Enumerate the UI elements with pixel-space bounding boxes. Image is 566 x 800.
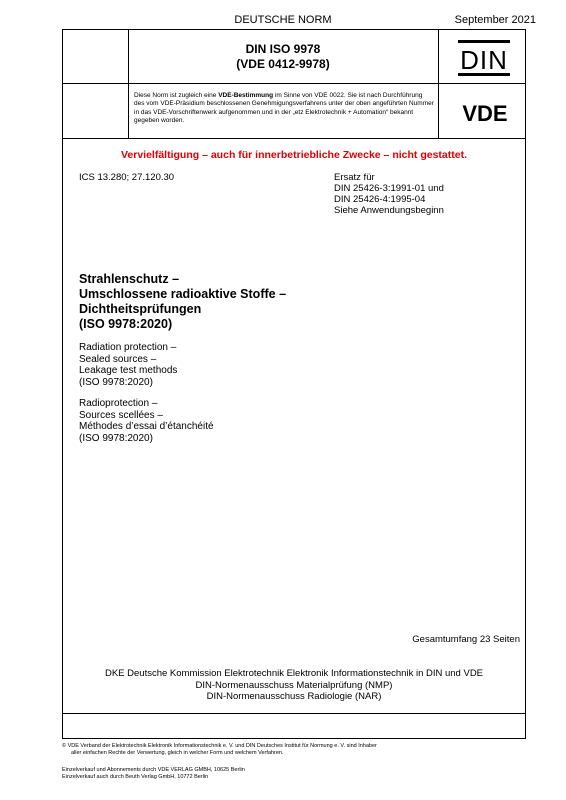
vde-note-text: im Sinne von VDE 0022. Sie ist nach Durchführung des vom VDE-Präsidium beschlossenen Genehmigungsverfahrens unter der oben angeführten Nummer in das VDE-Vorschriftenwerk aufgenommen und in der „etz Elektrotechnik + Automation“ bekannt gegeben worden. [134,92,434,124]
divider [62,713,526,714]
title-line: Méthodes d’essai d’étanchéité [79,421,214,432]
committee-line: DKE Deutsche Kommission Elektrotechnik Elektronik Informationstechnik in DIN und VDE [104,668,484,679]
title-line: Umschlossene radioaktive Stoffe – [79,287,287,301]
sales-line: Einzelverkauf und Abonnements durch VDE VERLAG GMBH, 10625 Berlin [62,767,245,773]
total-pages: Gesamtumfang 23 Seiten [412,634,520,645]
title-german [79,272,286,332]
copyright-line: © VDE Verband der Elektrotechnik Elektronik Informationstechnik e. V. und DIN Deutsches Institut für Normung e. V. sind Inhaber [62,743,377,749]
norm-label: DEUTSCHE NORM [234,14,332,26]
divider [62,83,526,84]
replaces-line: DIN 25426-4:1995-04 [334,194,426,205]
replaces-line: DIN 25426-3:1991-01 und [334,183,444,194]
title-line: Strahlenschutz – [79,272,180,286]
title-line: Radiation protection – [79,342,177,353]
divider [62,138,526,139]
title-line: (ISO 9978:2020) [79,432,153,444]
vde-note-bold: VDE-Bestimmung [218,92,274,99]
title-line: Leakage test methods [79,365,178,376]
copyright-notice [62,743,482,757]
divider [128,29,129,139]
replaces-line: Ersatz für [334,172,375,183]
vde-logo [452,101,518,130]
issue-date: September 2021 [454,14,536,26]
title-line: (ISO 9978:2020) [79,317,173,331]
copyright-line: aller einfachen Rechte der Verwertung, gleich in welcher Form und welchem Verfahren. [71,750,284,756]
vde-note [134,92,434,125]
standard-title-block [130,42,436,72]
committees [62,668,526,703]
sales-line: Einzelverkauf auch durch Beuth Verlag GmbH, 10772 Berlin [62,774,209,780]
committee-line: DIN-Normenausschuss Materialprüfung (NMP) [195,679,393,691]
committee-line: DIN-Normenausschuss Radiologie (NAR) [206,691,382,702]
sales-notice [62,767,245,781]
vde-logo-text: VDE [462,101,508,125]
ics-code: ICS 13.280; 27.120.30 [79,172,175,183]
title-english [79,342,177,388]
replaces-line: Siehe Anwendungsbeginn [334,205,444,216]
title-line: Radioprotection – [79,398,158,409]
title-line: (ISO 9978:2020) [79,376,153,388]
din-logo-text: DIN [460,45,508,75]
title-line: Dichtheitsprüfungen [79,302,202,316]
din-logo [456,38,512,83]
divider [438,29,439,139]
title-line: Sources scellées – [79,409,163,421]
vde-number: (VDE 0412-9978) [236,57,330,71]
standard-number: DIN ISO 9978 [245,42,321,56]
copy-warning: Vervielfältigung – auch für innerbetriebliche Zwecke – nicht gestattet. [120,149,467,161]
title-line: Sealed sources – [79,353,157,365]
vde-note-text: Diese Norm ist zugleich eine [134,92,219,99]
replaces-block [334,172,444,216]
title-french [79,398,214,444]
